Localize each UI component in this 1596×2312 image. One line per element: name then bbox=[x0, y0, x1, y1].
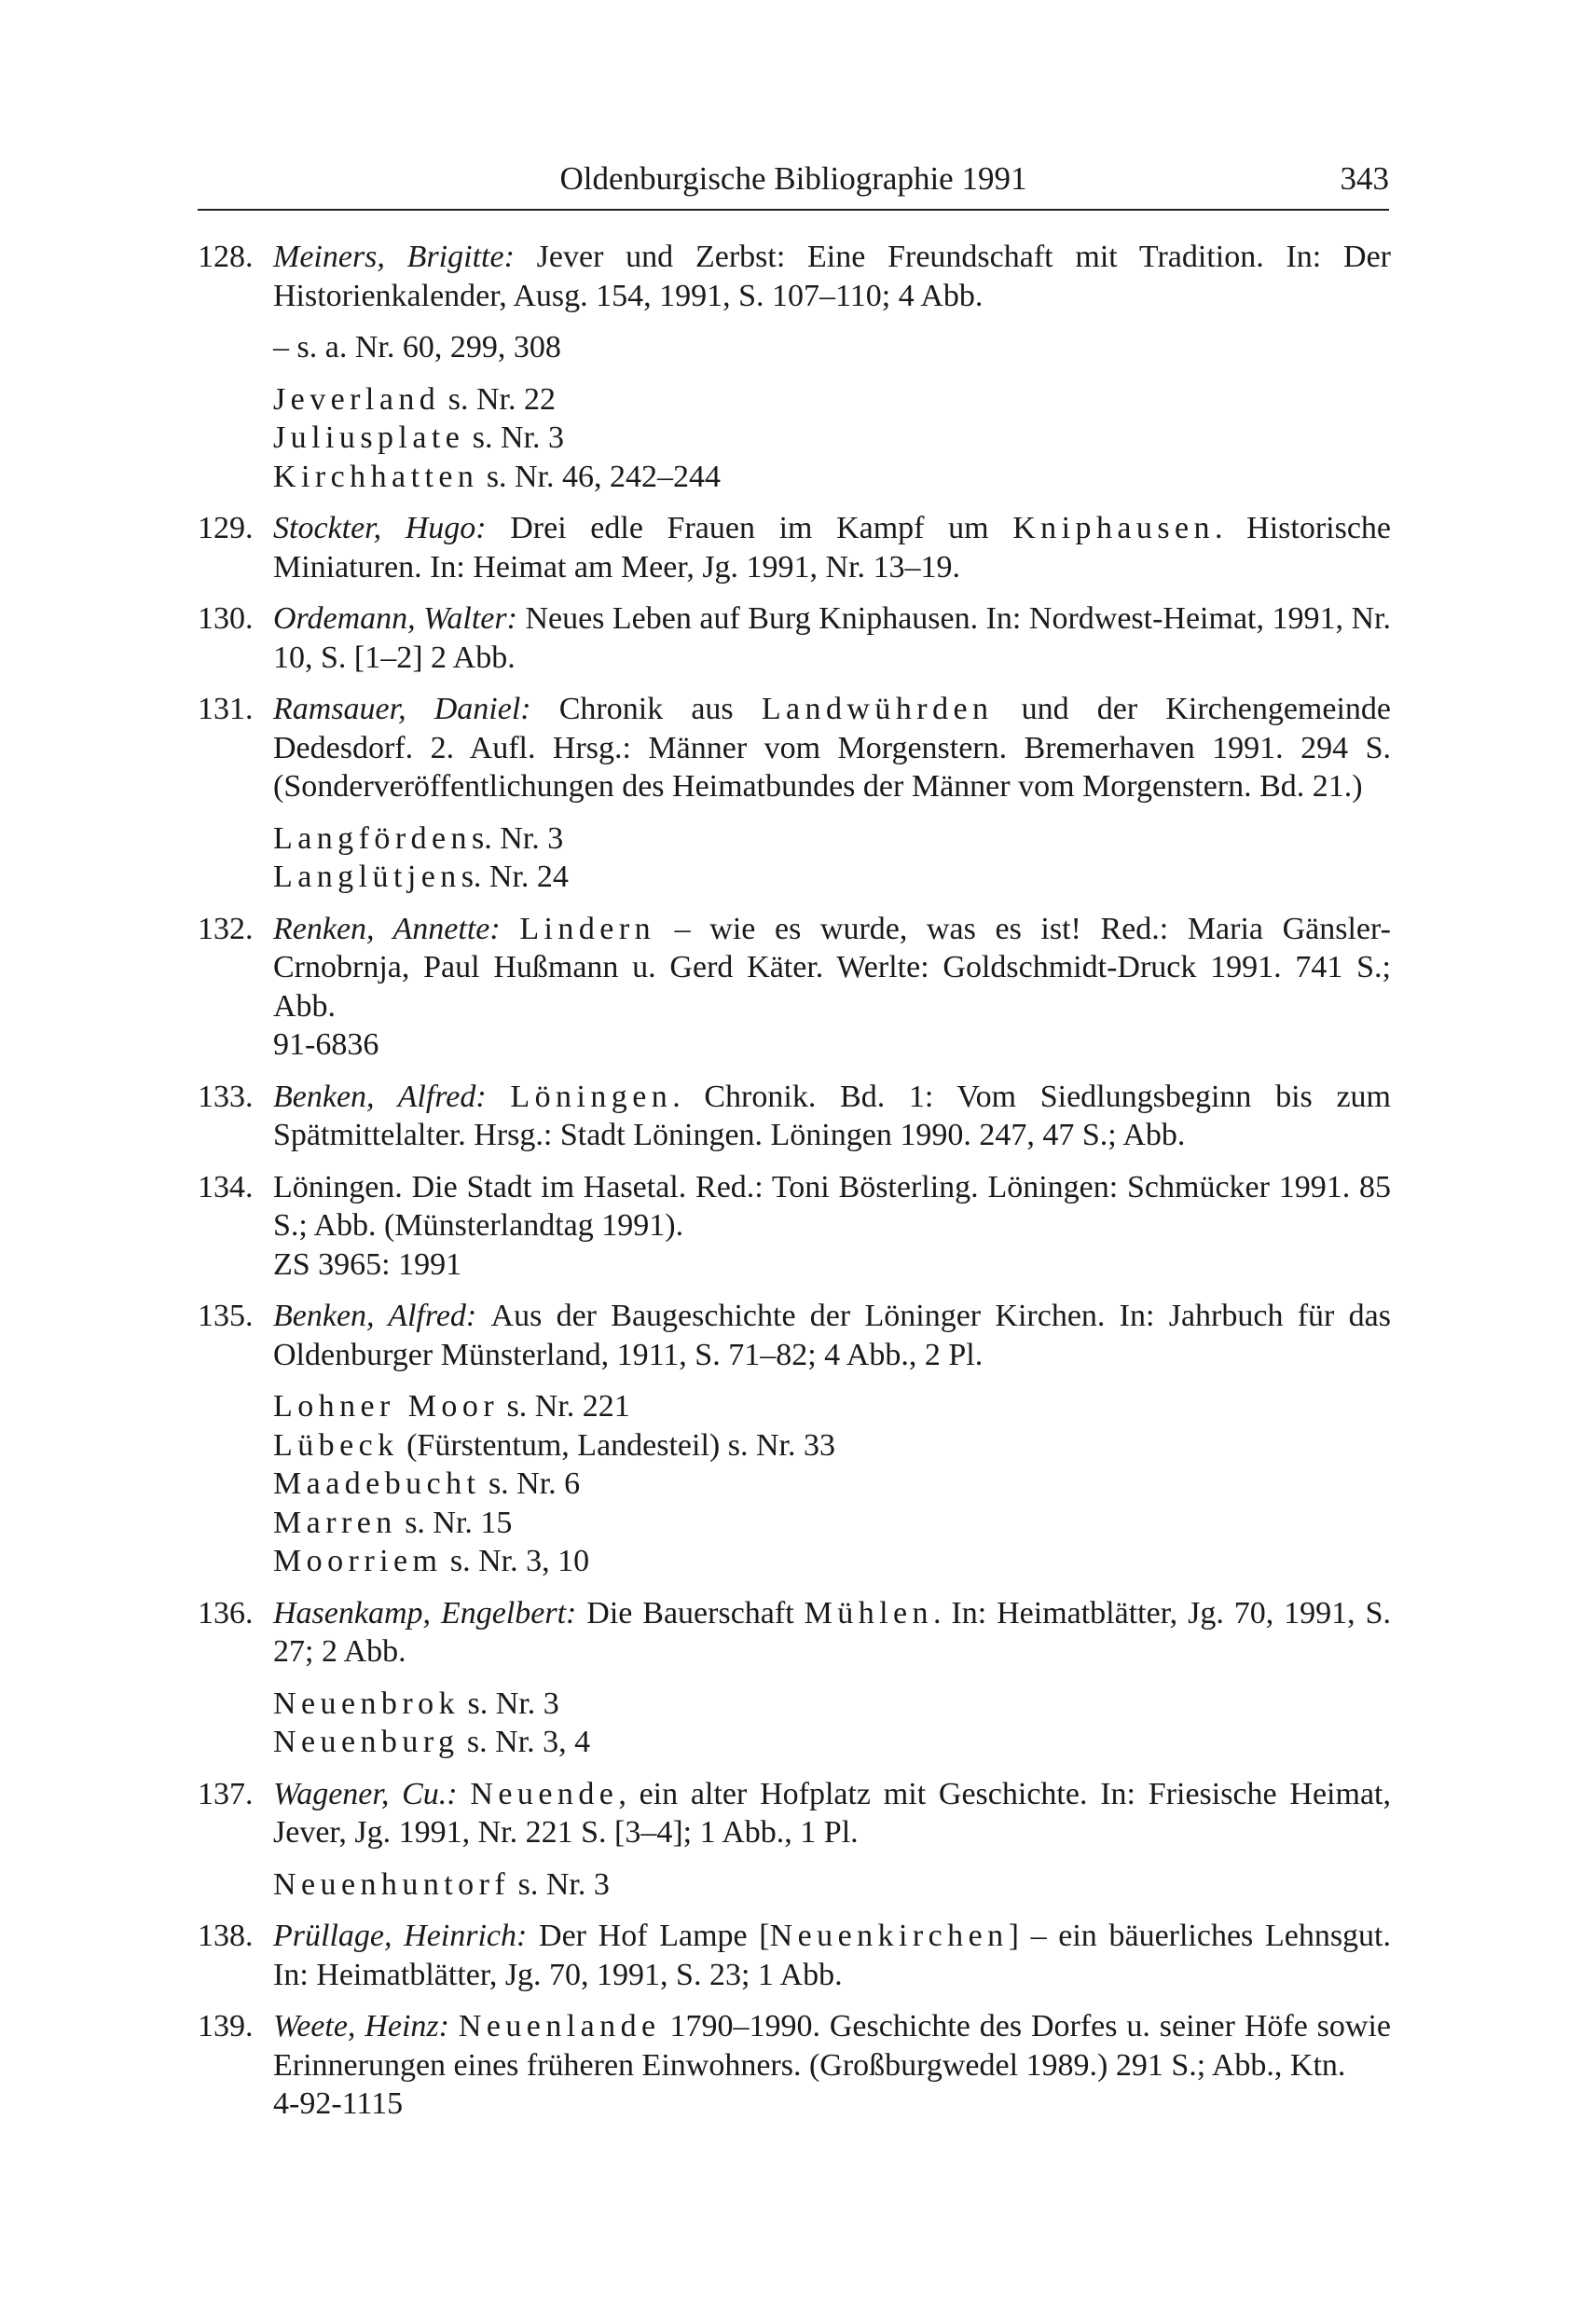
bibliography-content bbox=[198, 238, 1391, 2137]
place-ref: Kirchhatten s. Nr. 46, 242–244 bbox=[273, 459, 722, 494]
place-ref: Langfördens. Nr. 3 bbox=[273, 820, 564, 856]
entry-text: Aus der Baugeschichte der Löninger Kirchen. In: Jahrbuch für das Oldenburger Münsterland, 1911, S. 71–82; 4 Abb., 2 Pl. bbox=[273, 1299, 1391, 1372]
page-number: 343 bbox=[1340, 160, 1389, 197]
entry-author: Benken, Alfred: bbox=[273, 1299, 491, 1333]
entry-author: Hasenkamp, Engelbert: bbox=[273, 1595, 587, 1631]
entry-number: 137. bbox=[198, 1776, 254, 1811]
entry-text: . Chronik. Bd. 1: Vom Siedlungsbeginn bis zum Spätmittelalter. Hrsg.: Stadt Löningen. Löningen 1990. 247, 47 S.; Abb. bbox=[273, 1079, 1391, 1152]
entry-text: ] – ein bäuerliches Lehnsgut. In: Heimatblätter, Jg. 70, 1991, S. 23; 1 Abb. bbox=[273, 1919, 1392, 1992]
entry-author: Benken, Alfred: bbox=[273, 1079, 511, 1114]
entry-text: – wie es wurde, was es ist! Red.: Maria Gänsler-Crnobrnja, Paul Hußmann u. Gerd Käter. Werlte: Goldschmidt-Druck 1991. 741 S.; Abb. bbox=[273, 911, 1391, 1024]
place-refs-group-1 bbox=[198, 380, 1391, 497]
entry-author: Stockter, Hugo: bbox=[273, 511, 511, 545]
place-ref: Neuenburg s. Nr. 3, 4 bbox=[273, 1725, 591, 1759]
entry-137 bbox=[198, 1775, 1391, 1852]
place-refs-group-2 bbox=[198, 819, 1391, 897]
place-ref: Neuenbrok s. Nr. 3 bbox=[273, 1686, 559, 1721]
entry-number: 136. bbox=[198, 1595, 254, 1631]
entry-text: 1790–1990. Geschichte des Dorfes u. seiner Höfe sowie Erinnerungen eines früheren Einwohners. (Großburgwedel 1989.) 291 S.; Abb., Ktn. bbox=[273, 2009, 1391, 2083]
place-ref: Moorriem s. Nr. 3, 10 bbox=[273, 1544, 590, 1578]
entry-number: 133. bbox=[198, 1079, 254, 1114]
entry-number: 135. bbox=[198, 1299, 254, 1333]
place-ref: Marren s. Nr. 15 bbox=[273, 1505, 513, 1540]
place-ref: Lohner Moor s. Nr. 221 bbox=[273, 1389, 630, 1424]
place-refs-group-4 bbox=[198, 1685, 1391, 1762]
entry-129: 129. Stockter, Hugo: Drei edle Frauen im Kampf um Kniphausen. Historische Miniaturen. In: Heimat am Meer, Jg. 1991, Nr. 13–19. bbox=[198, 511, 1391, 585]
entry-author: Wagener, Cu.: bbox=[273, 1776, 471, 1811]
entry-130 bbox=[198, 599, 1391, 677]
running-title: Oldenburgische Bibliographie 1991 bbox=[559, 160, 1027, 197]
page-header bbox=[198, 155, 1389, 211]
entry-author: Meiners, Brigitte: bbox=[273, 240, 537, 274]
entry-number: 130. bbox=[198, 601, 254, 636]
entry-number: 128. bbox=[198, 240, 254, 274]
shelf-signature: 4-92-1115 bbox=[273, 2086, 404, 2121]
place-keyword: Kniphausen bbox=[1012, 511, 1216, 545]
entry-text: . Historische Miniaturen. In: Heimat am Meer, Jg. 1991, Nr. 13–19. bbox=[273, 511, 1391, 585]
entry-text: Neues Leben auf Burg Kniphausen. In: Nordwest-Heimat, 1991, Nr. 10, S. [1–2] 2 Abb. bbox=[273, 601, 1392, 675]
place-ref: Jeverland s. Nr. 22 bbox=[273, 381, 556, 417]
entry-139 bbox=[198, 2007, 1391, 2124]
entry-number: 134. bbox=[198, 1169, 254, 1204]
place-keyword: Neuenlande bbox=[458, 2009, 661, 2044]
entry-author: Ordemann, Walter: bbox=[273, 601, 526, 636]
place-keyword: Landwührden bbox=[761, 692, 994, 726]
place-refs-group-3 bbox=[198, 1387, 1391, 1581]
entry-132 bbox=[198, 910, 1391, 1065]
entry-author: Prüllage, Heinrich: bbox=[273, 1919, 540, 1953]
entry-number: 132. bbox=[198, 911, 254, 946]
shelf-signature: ZS 3965: 1991 bbox=[273, 1246, 462, 1282]
place-ref: Juliusplate s. Nr. 3 bbox=[273, 420, 565, 455]
place-ref: Maadebucht s. Nr. 6 bbox=[273, 1466, 581, 1501]
shelf-signature: 91-6836 bbox=[273, 1027, 379, 1062]
entry-author: Renken, Annette: bbox=[273, 911, 520, 946]
entry-text: . In: Heimatblätter, Jg. 70, 1991, S. 27; 2 Abb. bbox=[273, 1595, 1391, 1669]
entry-number: 139. bbox=[198, 2009, 254, 2044]
entry-133 bbox=[198, 1078, 1391, 1155]
place-keyword: Mühlen bbox=[804, 1595, 933, 1631]
entry-text: und der Kirchengemeinde Dedesdorf. 2. Aufl. Hrsg.: Männer vom Morgenstern. Bremerhaven 1991. 294 S. (Sonderveröffentlichungen des Heimatbundes der Männer vom Morgenstern. Bd. 21.) bbox=[273, 692, 1391, 804]
entry-138: 138. Prüllage, Heinrich: Der Hof Lampe [Neuenkirchen] – ein bäuerliches Lehnsgut. In: Heimatblätter, Jg. 70, 1991, S. 23; 1 Abb. bbox=[198, 1919, 1392, 1992]
place-keyword: Neuende bbox=[470, 1776, 619, 1811]
place-ref: Lübeck (Fürstentum, Landesteil) s. Nr. 33 bbox=[273, 1427, 835, 1463]
entry-136: 136. Hasenkamp, Engelbert: Die Bauerschaft Mühlen. In: Heimatblätter, Jg. 70, 1991, S. 27; 2 Abb. bbox=[198, 1595, 1391, 1669]
see-also: – s. a. Nr. 60, 299, 308 bbox=[273, 330, 561, 365]
place-keyword: Löningen bbox=[510, 1079, 673, 1114]
entry-author: Weete, Heinz: bbox=[273, 2009, 459, 2044]
place-ref: Langlütjens. Nr. 24 bbox=[273, 860, 569, 894]
entry-134 bbox=[198, 1168, 1391, 1285]
entry-text: Löningen. Die Stadt im Hasetal. Red.: Toni Bösterling. Löningen: Schmücker 1991. 85 S.; Abb. (Münsterlandtag 1991). bbox=[273, 1169, 1391, 1243]
entry-number: 131. bbox=[198, 692, 254, 726]
entry-131: 131. Ramsauer, Daniel: Chronik aus Landwührden und der Kirchengemeinde Dedesdorf. 2. Aufl. Hrsg.: Männer vom Morgenstern. Bremerhaven 1991. 294 S. (Sonderveröffentlichungen des Heimatbundes der Männer vom Morgenstern. Bd. 21.) bbox=[198, 692, 1391, 804]
place-ref: Neuenhuntorf s. Nr. 3 bbox=[273, 1866, 610, 1902]
place-keyword: Neuenkirchen bbox=[769, 1919, 1009, 1953]
entry-number: 129. bbox=[198, 511, 254, 545]
entry-text: Jever und Zerbst: Eine Freundschaft mit Tradition. In: Der Historienkalender, Ausg. 154, 1991, S. 107–110; 4 Abb. bbox=[273, 240, 1391, 313]
entry-number: 138. bbox=[198, 1919, 254, 1953]
place-refs-group-5 bbox=[198, 1865, 1391, 1905]
place-keyword: Lindern bbox=[519, 911, 656, 946]
entry-135 bbox=[198, 1297, 1391, 1374]
entry-text: , ein alter Hofplatz mit Geschichte. In: Friesische Heimat, Jever, Jg. 1991, Nr. 221 S. [3–4]; 1 Abb., 1 Pl. bbox=[273, 1776, 1391, 1850]
entry-author: Ramsauer, Daniel: bbox=[273, 692, 559, 726]
entry-128 bbox=[198, 238, 1391, 315]
